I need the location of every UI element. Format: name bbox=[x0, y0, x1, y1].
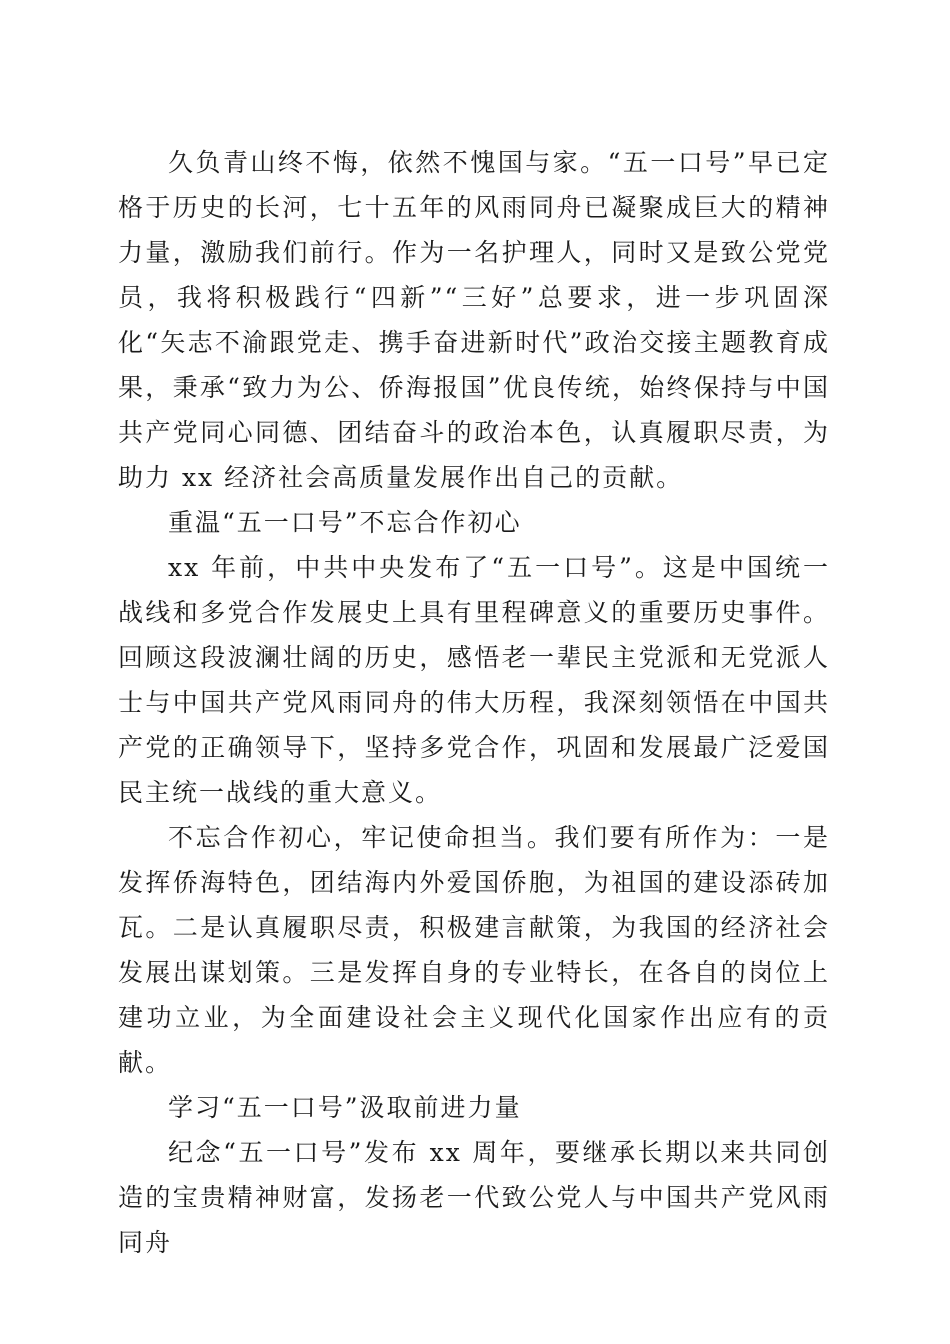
paragraph-commemorate: 纪念“五一口号”发布 xx 周年，要继承长期以来共同创造的宝贵精神财富，发扬老一代致公党人与中国共产党风雨同舟 bbox=[118, 1138, 830, 1257]
section-heading-revisit: 重温“五一口号”不忘合作初心 bbox=[168, 508, 522, 537]
paragraph-history: xx 年前，中共中央发布了“五一口号”。这是中国统一战线和多党合作发展史上具有里程碑意义的重要历史事件。回顾这段波澜壮阔的历史，感悟老一辈民主党派和无党派人士与中国共产党风雨同舟的伟大历程，我深刻领悟在中国共产党的正确领导下，坚持多党合作，巩固和发展最广泛爱国民主统一战线的重大意义。 bbox=[118, 553, 830, 807]
document-body bbox=[118, 140, 830, 1265]
paragraph-commitment: 久负青山终不悔，依然不愧国与家。“五一口号”早已定格于历史的长河，七十五年的风雨同舟已凝聚成巨大的精神力量，激励我们前行。作为一名护理人，同时又是致公党党员，我将积极践行“四新”“三好”总要求，进一步巩固深化“矢志不渝跟党走、携手奋进新时代”政治交接主题教育成果，秉承“致力为公、侨海报国”优良传统，始终保持与中国共产党同心同德、团结奋斗的政治本色，认真履职尽责，为助力 xx 经济社会高质量发展作出自己的贡献。 bbox=[118, 148, 830, 492]
section-heading-learn: 学习“五一口号”汲取前进力量 bbox=[168, 1093, 522, 1122]
paragraph-mission: 不忘合作初心，牢记使命担当。我们要有所作为：一是发挥侨海特色，团结海内外爱国侨胞，为祖国的建设添砖加瓦。二是认真履职尽责，积极建言献策，为我国的经济社会发展出谋划策。三是发挥自身的专业特长，在各自的岗位上建功立业，为全面建设社会主义现代化国家作出应有的贡献。 bbox=[118, 823, 830, 1077]
